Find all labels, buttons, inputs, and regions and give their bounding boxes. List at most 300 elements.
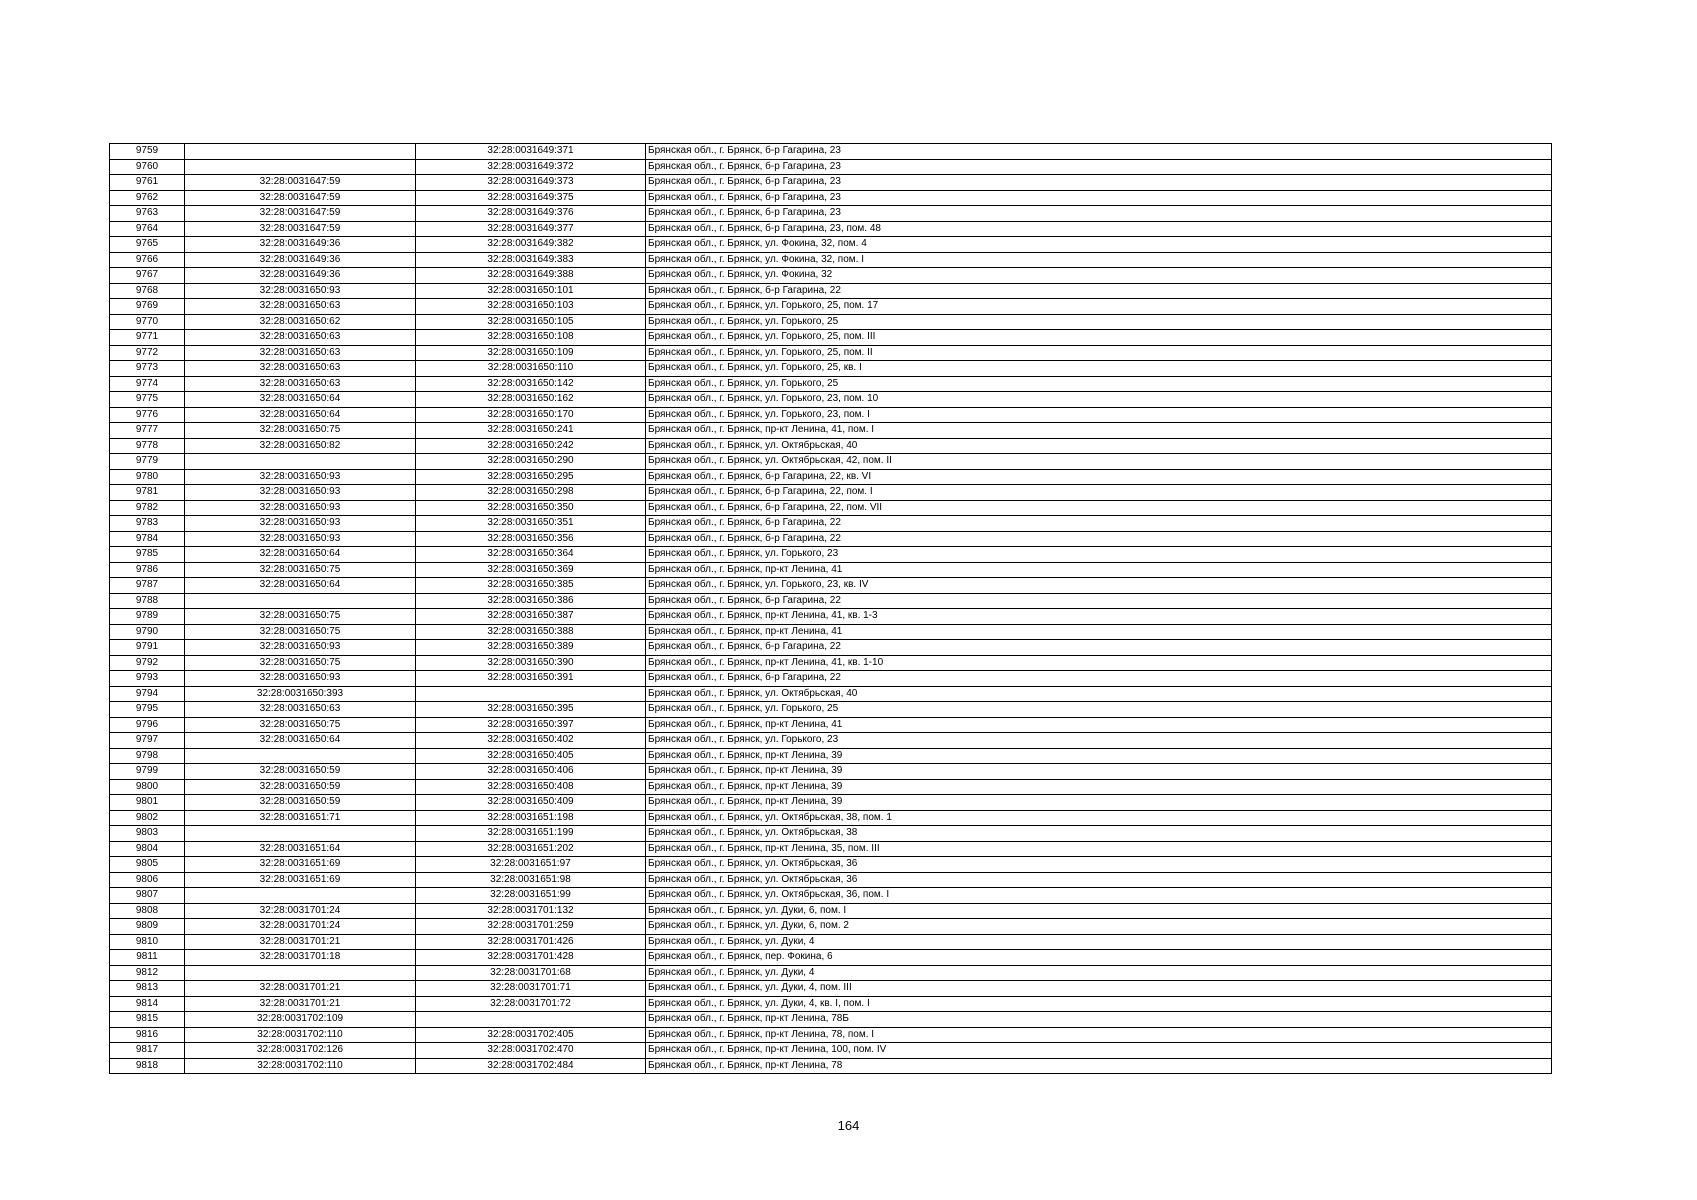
table-row	[110, 144, 1552, 160]
cadastral-number-cell: 32:28:0031650:402	[416, 733, 646, 749]
parent-cadastral-cell: 32:28:0031650:64	[185, 407, 416, 423]
row-number-cell: 9790	[110, 624, 185, 640]
table-row	[110, 655, 1552, 671]
row-number-cell: 9792	[110, 655, 185, 671]
table-row	[110, 1012, 1552, 1028]
address-cell: Брянская обл., г. Брянск, ул. Октябрьская, 42, пом. II	[646, 454, 1552, 470]
table-row	[110, 640, 1552, 656]
parent-cadastral-cell: 32:28:0031650:93	[185, 640, 416, 656]
row-number-cell: 9780	[110, 469, 185, 485]
cadastral-number-cell: 32:28:0031702:484	[416, 1058, 646, 1074]
table-row	[110, 826, 1552, 842]
row-number-cell: 9813	[110, 981, 185, 997]
address-cell: Брянская обл., г. Брянск, пр-кт Ленина, 35, пом. III	[646, 841, 1552, 857]
address-cell: Брянская обл., г. Брянск, пр-кт Ленина, 41	[646, 562, 1552, 578]
cadastral-number-cell: 32:28:0031650:241	[416, 423, 646, 439]
page-number: 164	[837, 1118, 860, 1133]
table-row	[110, 624, 1552, 640]
parent-cadastral-cell: 32:28:0031650:93	[185, 469, 416, 485]
cadastral-number-cell: 32:28:0031650:395	[416, 702, 646, 718]
parent-cadastral-cell: 32:28:0031650:393	[185, 686, 416, 702]
cadastral-number-cell	[416, 686, 646, 702]
cadastral-number-cell: 32:28:0031650:162	[416, 392, 646, 408]
table-row	[110, 888, 1552, 904]
address-cell: Брянская обл., г. Брянск, пр-кт Ленина, 78Б	[646, 1012, 1552, 1028]
parent-cadastral-cell: 32:28:0031650:75	[185, 423, 416, 439]
row-number-cell: 9785	[110, 547, 185, 563]
cadastral-number-cell: 32:28:0031650:369	[416, 562, 646, 578]
table-row	[110, 531, 1552, 547]
table-row	[110, 965, 1552, 981]
address-cell: Брянская обл., г. Брянск, ул. Фокина, 32, пом. I	[646, 252, 1552, 268]
parent-cadastral-cell: 32:28:0031701:21	[185, 934, 416, 950]
table-row	[110, 810, 1552, 826]
parent-cadastral-cell: 32:28:0031650:59	[185, 764, 416, 780]
row-number-cell: 9796	[110, 717, 185, 733]
row-number-cell: 9818	[110, 1058, 185, 1074]
parent-cadastral-cell	[185, 454, 416, 470]
address-cell: Брянская обл., г. Брянск, ул. Октябрьская, 40	[646, 686, 1552, 702]
row-number-cell: 9772	[110, 345, 185, 361]
table-row	[110, 469, 1552, 485]
row-number-cell: 9794	[110, 686, 185, 702]
parent-cadastral-cell: 32:28:0031650:59	[185, 779, 416, 795]
address-cell: Брянская обл., г. Брянск, пр-кт Ленина, 39	[646, 764, 1552, 780]
table-row	[110, 981, 1552, 997]
table-row	[110, 671, 1552, 687]
cadastral-number-cell: 32:28:0031650:298	[416, 485, 646, 501]
cadastral-number-cell: 32:28:0031650:364	[416, 547, 646, 563]
table-row	[110, 237, 1552, 253]
address-cell: Брянская обл., г. Брянск, б-р Гагарина, 22, пом. I	[646, 485, 1552, 501]
cadastral-number-cell: 32:28:0031650:350	[416, 500, 646, 516]
table-row	[110, 190, 1552, 206]
address-cell: Брянская обл., г. Брянск, ул. Фокина, 32, пом. 4	[646, 237, 1552, 253]
table-row	[110, 1027, 1552, 1043]
address-cell: Брянская обл., г. Брянск, ул. Горького, 23, пом. 10	[646, 392, 1552, 408]
parent-cadastral-cell: 32:28:0031701:24	[185, 919, 416, 935]
parent-cadastral-cell: 32:28:0031650:93	[185, 485, 416, 501]
cadastral-number-cell: 32:28:0031650:142	[416, 376, 646, 392]
row-number-cell: 9762	[110, 190, 185, 206]
address-cell: Брянская обл., г. Брянск, б-р Гагарина, 22	[646, 516, 1552, 532]
row-number-cell: 9786	[110, 562, 185, 578]
row-number-cell: 9814	[110, 996, 185, 1012]
row-number-cell: 9817	[110, 1043, 185, 1059]
row-number-cell: 9787	[110, 578, 185, 594]
table-row	[110, 934, 1552, 950]
address-cell: Брянская обл., г. Брянск, ул. Фокина, 32	[646, 268, 1552, 284]
parent-cadastral-cell	[185, 826, 416, 842]
cadastral-number-cell: 32:28:0031650:103	[416, 299, 646, 315]
cadastral-number-cell: 32:28:0031649:377	[416, 221, 646, 237]
cadastral-number-cell: 32:28:0031649:371	[416, 144, 646, 160]
row-number-cell: 9781	[110, 485, 185, 501]
address-cell: Брянская обл., г. Брянск, б-р Гагарина, 22	[646, 593, 1552, 609]
row-number-cell: 9784	[110, 531, 185, 547]
row-number-cell: 9782	[110, 500, 185, 516]
cadastral-number-cell: 32:28:0031650:110	[416, 361, 646, 377]
address-cell: Брянская обл., г. Брянск, ул. Дуки, 6, пом. 2	[646, 919, 1552, 935]
parent-cadastral-cell: 32:28:0031650:63	[185, 702, 416, 718]
cadastral-number-cell: 32:28:0031701:259	[416, 919, 646, 935]
address-cell: Брянская обл., г. Брянск, ул. Дуки, 4	[646, 965, 1552, 981]
parent-cadastral-cell: 32:28:0031702:126	[185, 1043, 416, 1059]
row-number-cell: 9812	[110, 965, 185, 981]
address-cell: Брянская обл., г. Брянск, ул. Горького, 23	[646, 733, 1552, 749]
row-number-cell: 9768	[110, 283, 185, 299]
address-cell: Брянская обл., г. Брянск, б-р Гагарина, 22	[646, 671, 1552, 687]
parent-cadastral-cell	[185, 144, 416, 160]
parent-cadastral-cell: 32:28:0031651:71	[185, 810, 416, 826]
row-number-cell: 9791	[110, 640, 185, 656]
parent-cadastral-cell: 32:28:0031649:36	[185, 252, 416, 268]
cadastral-number-cell: 32:28:0031650:290	[416, 454, 646, 470]
row-number-cell: 9766	[110, 252, 185, 268]
parent-cadastral-cell: 32:28:0031650:63	[185, 299, 416, 315]
cadastral-number-cell: 32:28:0031701:72	[416, 996, 646, 1012]
table-row	[110, 857, 1552, 873]
cadastral-number-cell	[416, 1012, 646, 1028]
cadastral-number-cell: 32:28:0031649:373	[416, 175, 646, 191]
address-cell: Брянская обл., г. Брянск, ул. Горького, 25	[646, 376, 1552, 392]
table-row	[110, 283, 1552, 299]
address-cell: Брянская обл., г. Брянск, пр-кт Ленина, 39	[646, 779, 1552, 795]
address-cell: Брянская обл., г. Брянск, б-р Гагарина, 23	[646, 175, 1552, 191]
row-number-cell: 9779	[110, 454, 185, 470]
table-row	[110, 609, 1552, 625]
table-row	[110, 299, 1552, 315]
parent-cadastral-cell: 32:28:0031649:36	[185, 237, 416, 253]
table-row	[110, 872, 1552, 888]
row-number-cell: 9793	[110, 671, 185, 687]
address-cell: Брянская обл., г. Брянск, ул. Горького, 25	[646, 314, 1552, 330]
table-row	[110, 485, 1552, 501]
cadastral-number-cell: 32:28:0031650:105	[416, 314, 646, 330]
cadastral-number-cell: 32:28:0031651:97	[416, 857, 646, 873]
parent-cadastral-cell: 32:28:0031647:59	[185, 175, 416, 191]
address-cell: Брянская обл., г. Брянск, пер. Фокина, 6	[646, 950, 1552, 966]
cadastral-number-cell: 32:28:0031702:470	[416, 1043, 646, 1059]
row-number-cell: 9797	[110, 733, 185, 749]
table-row	[110, 1058, 1552, 1074]
address-cell: Брянская обл., г. Брянск, б-р Гагарина, 23	[646, 159, 1552, 175]
table-row	[110, 423, 1552, 439]
parent-cadastral-cell: 32:28:0031650:63	[185, 345, 416, 361]
cadastral-number-cell: 32:28:0031650:351	[416, 516, 646, 532]
row-number-cell: 9816	[110, 1027, 185, 1043]
address-cell: Брянская обл., г. Брянск, ул. Горького, 25, пом. II	[646, 345, 1552, 361]
address-cell: Брянская обл., г. Брянск, ул. Горького, 25	[646, 702, 1552, 718]
address-cell: Брянская обл., г. Брянск, ул. Октябрьская, 40	[646, 438, 1552, 454]
table-row	[110, 407, 1552, 423]
row-number-cell: 9805	[110, 857, 185, 873]
cadastral-number-cell: 32:28:0031649:376	[416, 206, 646, 222]
row-number-cell: 9806	[110, 872, 185, 888]
row-number-cell: 9809	[110, 919, 185, 935]
parent-cadastral-cell: 32:28:0031650:64	[185, 392, 416, 408]
table-row	[110, 314, 1552, 330]
row-number-cell: 9763	[110, 206, 185, 222]
cadastral-number-cell: 32:28:0031651:99	[416, 888, 646, 904]
table-row	[110, 717, 1552, 733]
table-row	[110, 593, 1552, 609]
address-cell: Брянская обл., г. Брянск, ул. Горького, 23	[646, 547, 1552, 563]
parent-cadastral-cell: 32:28:0031647:59	[185, 190, 416, 206]
parent-cadastral-cell: 32:28:0031650:75	[185, 717, 416, 733]
address-cell: Брянская обл., г. Брянск, пр-кт Ленина, 78	[646, 1058, 1552, 1074]
parent-cadastral-cell: 32:28:0031650:75	[185, 609, 416, 625]
cadastral-number-cell: 32:28:0031650:406	[416, 764, 646, 780]
parent-cadastral-cell: 32:28:0031701:18	[185, 950, 416, 966]
cadastral-number-cell: 32:28:0031650:388	[416, 624, 646, 640]
address-cell: Брянская обл., г. Брянск, ул. Октябрьская, 36	[646, 872, 1552, 888]
parent-cadastral-cell: 32:28:0031650:59	[185, 795, 416, 811]
parent-cadastral-cell: 32:28:0031702:109	[185, 1012, 416, 1028]
registry-table-body	[110, 144, 1552, 1074]
cadastral-number-cell: 32:28:0031650:409	[416, 795, 646, 811]
row-number-cell: 9789	[110, 609, 185, 625]
cadastral-number-cell: 32:28:0031701:71	[416, 981, 646, 997]
address-cell: Брянская обл., г. Брянск, б-р Гагарина, 23	[646, 206, 1552, 222]
table-row	[110, 578, 1552, 594]
table-row	[110, 268, 1552, 284]
table-row	[110, 500, 1552, 516]
cadastral-number-cell: 32:28:0031650:385	[416, 578, 646, 594]
parent-cadastral-cell: 32:28:0031647:59	[185, 206, 416, 222]
parent-cadastral-cell: 32:28:0031701:21	[185, 996, 416, 1012]
cadastral-number-cell: 32:28:0031650:389	[416, 640, 646, 656]
address-cell: Брянская обл., г. Брянск, ул. Дуки, 4, пом. III	[646, 981, 1552, 997]
table-row	[110, 996, 1552, 1012]
address-cell: Брянская обл., г. Брянск, ул. Горького, 25, кв. I	[646, 361, 1552, 377]
address-cell: Брянская обл., г. Брянск, ул. Дуки, 6, пом. I	[646, 903, 1552, 919]
cadastral-number-cell: 32:28:0031651:199	[416, 826, 646, 842]
address-cell: Брянская обл., г. Брянск, пр-кт Ленина, 39	[646, 748, 1552, 764]
table-row	[110, 454, 1552, 470]
address-cell: Брянская обл., г. Брянск, ул. Октябрьская, 36	[646, 857, 1552, 873]
address-cell: Брянская обл., г. Брянск, пр-кт Ленина, 41, кв. 1-10	[646, 655, 1552, 671]
cadastral-number-cell: 32:28:0031650:405	[416, 748, 646, 764]
address-cell: Брянская обл., г. Брянск, б-р Гагарина, 23	[646, 190, 1552, 206]
cadastral-number-cell: 32:28:0031702:405	[416, 1027, 646, 1043]
parent-cadastral-cell: 32:28:0031650:64	[185, 733, 416, 749]
row-number-cell: 9773	[110, 361, 185, 377]
table-row	[110, 206, 1552, 222]
row-number-cell: 9795	[110, 702, 185, 718]
table-row	[110, 516, 1552, 532]
cadastral-number-cell: 32:28:0031650:295	[416, 469, 646, 485]
row-number-cell: 9777	[110, 423, 185, 439]
cadastral-number-cell: 32:28:0031649:388	[416, 268, 646, 284]
address-cell: Брянская обл., г. Брянск, б-р Гагарина, 22, пом. VII	[646, 500, 1552, 516]
address-cell: Брянская обл., г. Брянск, ул. Октябрьская, 36, пом. I	[646, 888, 1552, 904]
cadastral-number-cell: 32:28:0031701:426	[416, 934, 646, 950]
row-number-cell: 9765	[110, 237, 185, 253]
row-number-cell: 9808	[110, 903, 185, 919]
cadastral-number-cell: 32:28:0031651:98	[416, 872, 646, 888]
row-number-cell: 9804	[110, 841, 185, 857]
row-number-cell: 9815	[110, 1012, 185, 1028]
cadastral-number-cell: 32:28:0031650:391	[416, 671, 646, 687]
row-number-cell: 9770	[110, 314, 185, 330]
parent-cadastral-cell: 32:28:0031650:93	[185, 671, 416, 687]
row-number-cell: 9774	[110, 376, 185, 392]
row-number-cell: 9764	[110, 221, 185, 237]
cadastral-number-cell: 32:28:0031650:109	[416, 345, 646, 361]
row-number-cell: 9771	[110, 330, 185, 346]
address-cell: Брянская обл., г. Брянск, ул. Дуки, 4, кв. I, пом. I	[646, 996, 1552, 1012]
parent-cadastral-cell	[185, 888, 416, 904]
address-cell: Брянская обл., г. Брянск, ул. Октябрьская, 38, пом. 1	[646, 810, 1552, 826]
address-cell: Брянская обл., г. Брянск, ул. Дуки, 4	[646, 934, 1552, 950]
row-number-cell: 9760	[110, 159, 185, 175]
parent-cadastral-cell: 32:28:0031650:63	[185, 376, 416, 392]
cadastral-number-cell: 32:28:0031650:242	[416, 438, 646, 454]
cadastral-number-cell: 32:28:0031650:170	[416, 407, 646, 423]
parent-cadastral-cell: 32:28:0031650:63	[185, 361, 416, 377]
table-row	[110, 903, 1552, 919]
table-row	[110, 562, 1552, 578]
row-number-cell: 9802	[110, 810, 185, 826]
parent-cadastral-cell: 32:28:0031650:75	[185, 624, 416, 640]
parent-cadastral-cell: 32:28:0031651:69	[185, 857, 416, 873]
cadastral-number-cell: 32:28:0031649:375	[416, 190, 646, 206]
parent-cadastral-cell: 32:28:0031650:64	[185, 578, 416, 594]
address-cell: Брянская обл., г. Брянск, пр-кт Ленина, 41, пом. I	[646, 423, 1552, 439]
cadastral-number-cell: 32:28:0031650:397	[416, 717, 646, 733]
address-cell: Брянская обл., г. Брянск, пр-кт Ленина, 41, кв. 1-3	[646, 609, 1552, 625]
address-cell: Брянская обл., г. Брянск, пр-кт Ленина, 41	[646, 624, 1552, 640]
table-row	[110, 438, 1552, 454]
address-cell: Брянская обл., г. Брянск, пр-кт Ленина, 100, пом. IV	[646, 1043, 1552, 1059]
table-row	[110, 547, 1552, 563]
address-cell: Брянская обл., г. Брянск, б-р Гагарина, 23, пом. 48	[646, 221, 1552, 237]
cadastral-number-cell: 32:28:0031650:386	[416, 593, 646, 609]
cadastral-number-cell: 32:28:0031649:383	[416, 252, 646, 268]
parent-cadastral-cell: 32:28:0031650:64	[185, 547, 416, 563]
cadastral-number-cell: 32:28:0031650:387	[416, 609, 646, 625]
cadastral-number-cell: 32:28:0031649:372	[416, 159, 646, 175]
cadastral-number-cell: 32:28:0031651:202	[416, 841, 646, 857]
row-number-cell: 9761	[110, 175, 185, 191]
address-cell: Брянская обл., г. Брянск, б-р Гагарина, 22	[646, 640, 1552, 656]
address-cell: Брянская обл., г. Брянск, пр-кт Ленина, 41	[646, 717, 1552, 733]
table-row	[110, 733, 1552, 749]
table-row	[110, 764, 1552, 780]
registry-table	[109, 143, 1552, 1074]
parent-cadastral-cell: 32:28:0031650:75	[185, 655, 416, 671]
row-number-cell: 9811	[110, 950, 185, 966]
address-cell: Брянская обл., г. Брянск, б-р Гагарина, 22, кв. VI	[646, 469, 1552, 485]
parent-cadastral-cell: 32:28:0031701:21	[185, 981, 416, 997]
row-number-cell: 9776	[110, 407, 185, 423]
parent-cadastral-cell	[185, 593, 416, 609]
parent-cadastral-cell: 32:28:0031651:64	[185, 841, 416, 857]
table-row	[110, 392, 1552, 408]
address-cell: Брянская обл., г. Брянск, б-р Гагарина, 23	[646, 144, 1552, 160]
cadastral-number-cell: 32:28:0031650:108	[416, 330, 646, 346]
table-row	[110, 221, 1552, 237]
cadastral-number-cell: 32:28:0031701:68	[416, 965, 646, 981]
row-number-cell: 9788	[110, 593, 185, 609]
cadastral-number-cell: 32:28:0031701:428	[416, 950, 646, 966]
address-cell: Брянская обл., г. Брянск, пр-кт Ленина, 78, пом. I	[646, 1027, 1552, 1043]
parent-cadastral-cell: 32:28:0031702:110	[185, 1058, 416, 1074]
table-row	[110, 345, 1552, 361]
parent-cadastral-cell: 32:28:0031701:24	[185, 903, 416, 919]
table-row	[110, 702, 1552, 718]
row-number-cell: 9810	[110, 934, 185, 950]
parent-cadastral-cell: 32:28:0031650:93	[185, 283, 416, 299]
cadastral-number-cell: 32:28:0031651:198	[416, 810, 646, 826]
table-row	[110, 159, 1552, 175]
cadastral-number-cell: 32:28:0031649:382	[416, 237, 646, 253]
table-row	[110, 795, 1552, 811]
parent-cadastral-cell: 32:28:0031650:75	[185, 562, 416, 578]
parent-cadastral-cell	[185, 748, 416, 764]
address-cell: Брянская обл., г. Брянск, ул. Горького, 25, пом. 17	[646, 299, 1552, 315]
parent-cadastral-cell: 32:28:0031650:93	[185, 531, 416, 547]
table-row	[110, 919, 1552, 935]
address-cell: Брянская обл., г. Брянск, б-р Гагарина, 22	[646, 283, 1552, 299]
cadastral-number-cell: 32:28:0031701:132	[416, 903, 646, 919]
row-number-cell: 9783	[110, 516, 185, 532]
parent-cadastral-cell: 32:28:0031649:36	[185, 268, 416, 284]
parent-cadastral-cell: 32:28:0031650:62	[185, 314, 416, 330]
table-row	[110, 748, 1552, 764]
row-number-cell: 9807	[110, 888, 185, 904]
parent-cadastral-cell: 32:28:0031650:93	[185, 500, 416, 516]
row-number-cell: 9759	[110, 144, 185, 160]
table-row	[110, 950, 1552, 966]
row-number-cell: 9801	[110, 795, 185, 811]
address-cell: Брянская обл., г. Брянск, пр-кт Ленина, 39	[646, 795, 1552, 811]
table-row	[110, 252, 1552, 268]
address-cell: Брянская обл., г. Брянск, ул. Октябрьская, 38	[646, 826, 1552, 842]
address-cell: Брянская обл., г. Брянск, ул. Горького, 25, пом. III	[646, 330, 1552, 346]
parent-cadastral-cell: 32:28:0031650:93	[185, 516, 416, 532]
row-number-cell: 9800	[110, 779, 185, 795]
table-row	[110, 779, 1552, 795]
parent-cadastral-cell: 32:28:0031650:82	[185, 438, 416, 454]
cadastral-number-cell: 32:28:0031650:101	[416, 283, 646, 299]
cadastral-number-cell: 32:28:0031650:408	[416, 779, 646, 795]
table-row	[110, 841, 1552, 857]
parent-cadastral-cell	[185, 159, 416, 175]
cadastral-number-cell: 32:28:0031650:390	[416, 655, 646, 671]
row-number-cell: 9767	[110, 268, 185, 284]
cadastral-number-cell: 32:28:0031650:356	[416, 531, 646, 547]
table-row	[110, 330, 1552, 346]
table-row	[110, 686, 1552, 702]
table-row	[110, 1043, 1552, 1059]
address-cell: Брянская обл., г. Брянск, ул. Горького, 23, кв. IV	[646, 578, 1552, 594]
table-row	[110, 175, 1552, 191]
row-number-cell: 9769	[110, 299, 185, 315]
parent-cadastral-cell: 32:28:0031647:59	[185, 221, 416, 237]
address-cell: Брянская обл., г. Брянск, ул. Горького, 23, пом. I	[646, 407, 1552, 423]
row-number-cell: 9778	[110, 438, 185, 454]
table-row	[110, 376, 1552, 392]
address-cell: Брянская обл., г. Брянск, б-р Гагарина, 22	[646, 531, 1552, 547]
row-number-cell: 9803	[110, 826, 185, 842]
parent-cadastral-cell: 32:28:0031650:63	[185, 330, 416, 346]
row-number-cell: 9775	[110, 392, 185, 408]
row-number-cell: 9798	[110, 748, 185, 764]
parent-cadastral-cell	[185, 965, 416, 981]
parent-cadastral-cell: 32:28:0031702:110	[185, 1027, 416, 1043]
